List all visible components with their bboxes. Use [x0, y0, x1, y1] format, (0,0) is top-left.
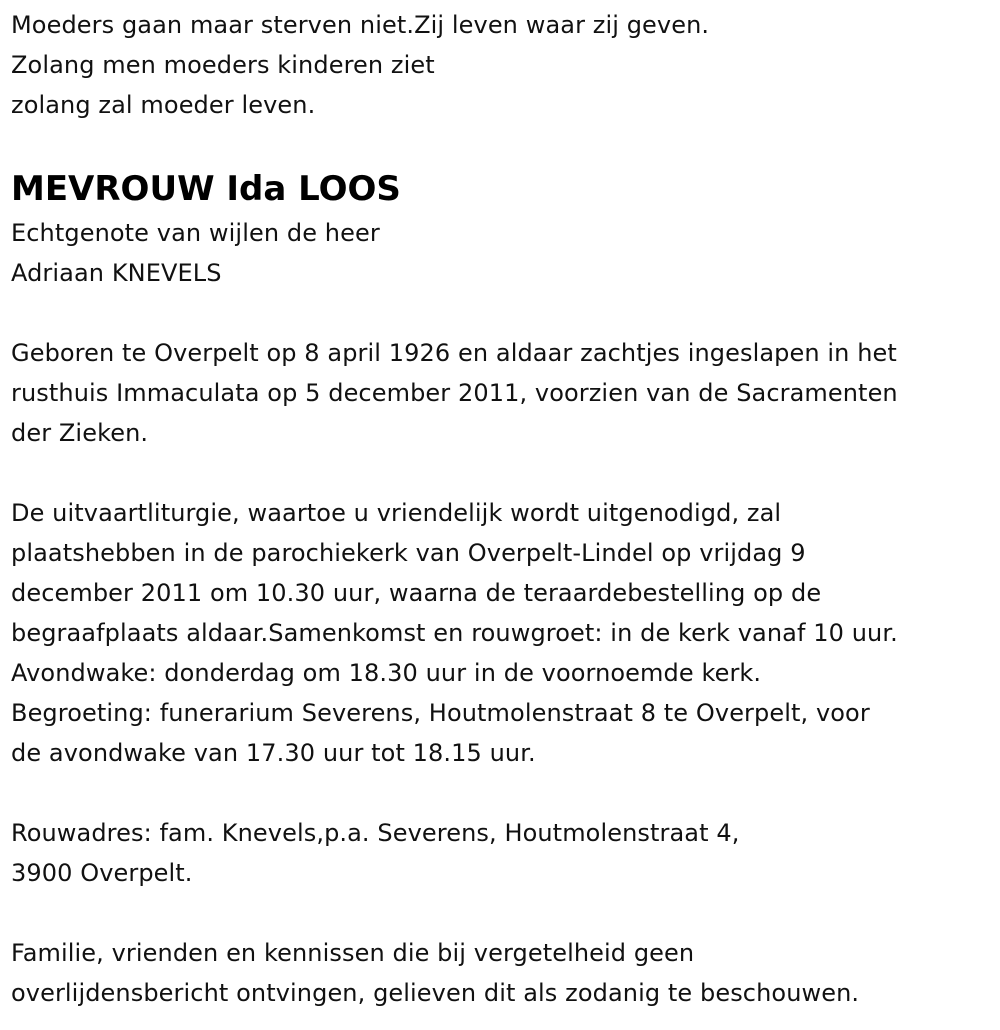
poem-line: Moeders gaan maar sterven niet.Zij leven waar zij geven. [11, 11, 710, 39]
paragraph-line: december 2011 om 10.30 uur, waarna de teraardebestelling op de [11, 579, 822, 607]
paragraph-line: Avondwake: donderdag om 18.30 uur in de voornoemde kerk. [11, 659, 762, 687]
paragraph-line: De uitvaartliturgie, waartoe u vriendelijk wordt uitgenodigd, zal [11, 499, 782, 527]
paragraph-line: 3900 Overpelt. [11, 859, 193, 887]
poem [11, 5, 1000, 125]
address-paragraph [11, 813, 1000, 893]
funeral-paragraph [11, 493, 1000, 773]
paragraph-line: rusthuis Immaculata op 5 december 2011, voorzien van de Sacramenten [11, 379, 898, 407]
paragraph-line: Familie, vrienden en kennissen die bij vergetelheid geen [11, 939, 695, 967]
paragraph-line: begraafplaats aldaar.Samenkomst en rouwgroet: in de kerk vanaf 10 uur. [11, 619, 898, 647]
spacer [11, 293, 1000, 333]
paragraph-line: Rouwadres: fam. Knevels,p.a. Severens, Houtmolenstraat 4, [11, 819, 740, 847]
closing-paragraph [11, 933, 1000, 1013]
paragraph-line: plaatshebben in de parochiekerk van Overpelt-Lindel op vrijdag 9 [11, 539, 806, 567]
paragraph-line: Geboren te Overpelt op 8 april 1926 en aldaar zachtjes ingeslapen in het [11, 339, 897, 367]
deceased-name: MEVROUW Ida LOOS [11, 169, 401, 209]
relation [11, 213, 1000, 293]
paragraph-line: der Zieken. [11, 419, 149, 447]
relation-line: Echtgenote van wijlen de heer [11, 219, 380, 247]
spacer [11, 773, 1000, 813]
poem-line: Zolang men moeders kinderen ziet [11, 51, 435, 79]
spacer [11, 453, 1000, 493]
relation-line: Adriaan KNEVELS [11, 259, 222, 287]
birth-death-paragraph [11, 333, 1000, 453]
paragraph-line: de avondwake van 17.30 uur tot 18.15 uur. [11, 739, 536, 767]
paragraph-line: Begroeting: funerarium Severens, Houtmolenstraat 8 te Overpelt, voor [11, 699, 870, 727]
paragraph-line: overlijdensbericht ontvingen, gelieven dit als zodanig te beschouwen. [11, 979, 860, 1007]
spacer [11, 893, 1000, 933]
poem-line: zolang zal moeder leven. [11, 91, 316, 119]
